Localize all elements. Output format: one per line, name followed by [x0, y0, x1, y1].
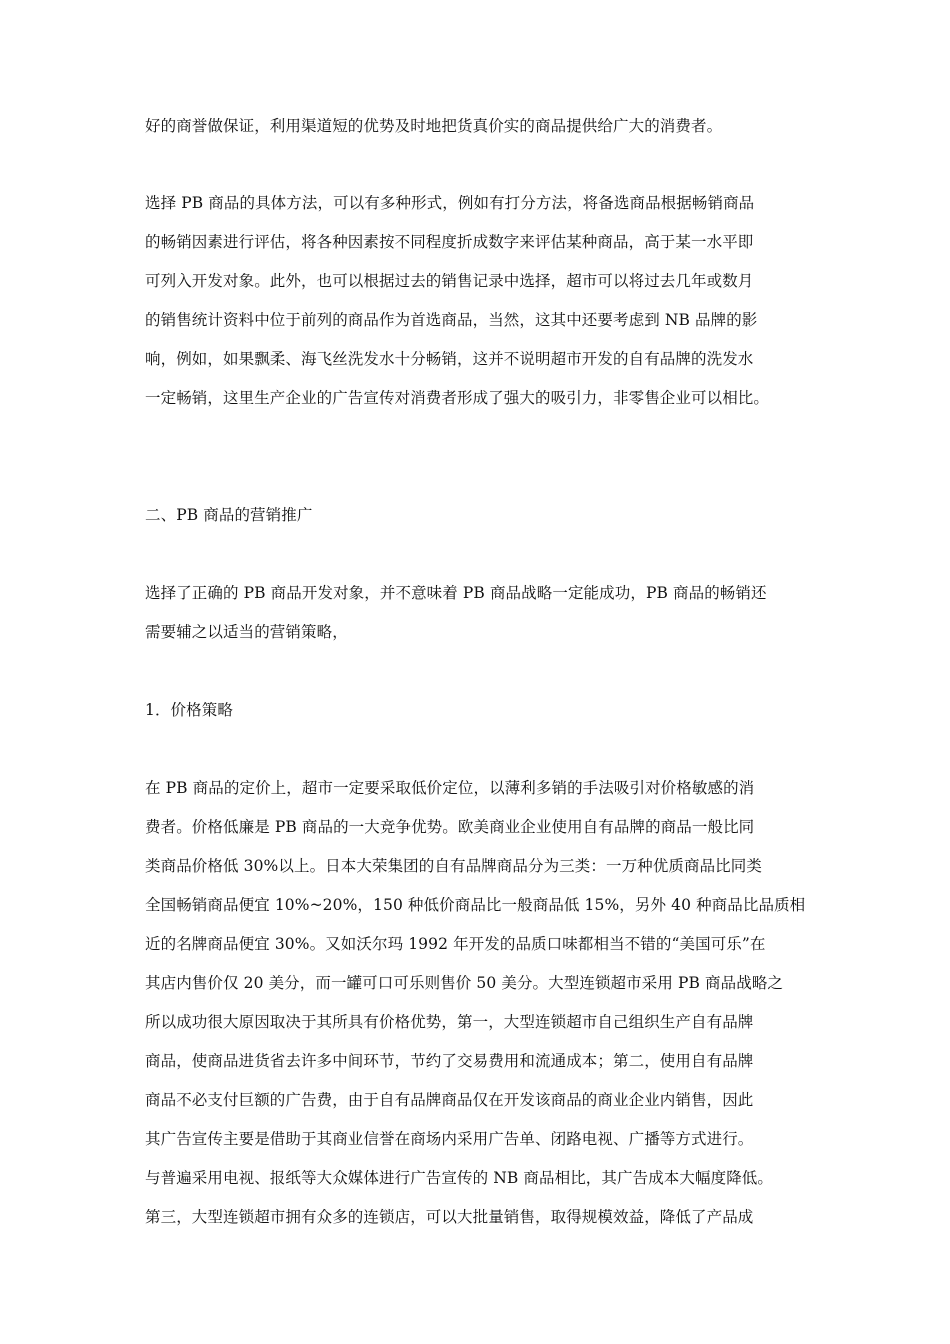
paragraph-line: 近的名牌商品便宜 30%。又如沃尔玛 1992 年开发的品质口味都相当不错的“美国可乐”在 [145, 935, 766, 953]
paragraph-line: 第三，大型连锁超市拥有众多的连锁店，可以大批量销售，取得规模效益，降低了产品成 [145, 1208, 754, 1226]
paragraph-line: 需要辅之以适当的营销策略， [145, 623, 348, 641]
paragraph-line: 的畅销因素进行评估，将各种因素按不同程度折成数字来评估某种商品，高于某一水平即 [145, 233, 754, 251]
paragraph-line: 与普遍采用电视、报纸等大众媒体进行广告宣传的 NB 商品相比，其广告成本大幅度降低。 [145, 1169, 774, 1187]
paragraph-line: 一定畅销，这里生产企业的广告宣传对消费者形成了强大的吸引力，非零售企业可以相比。 [145, 389, 770, 407]
paragraph-line: 其店内售价仅 20 美分，而一罐可口可乐则售价 50 美分。大型连锁超市采用 PB 商品战略之 [145, 974, 784, 992]
paragraph-line: 好的商誉做保证，利用渠道短的优势及时地把货真价实的商品提供给广大的消费者。 [145, 117, 723, 135]
paragraph-line: 其广告宣传主要是借助于其商业信誉在商场内采用广告单、闭路电视、广播等方式进行。 [145, 1130, 754, 1148]
paragraph-line: 全国畅销商品便宜 10%~20%，150 种低价商品比一般商品低 15%，另外 40 种商品比品质相 [145, 896, 806, 914]
paragraph-line: 类商品价格低 30%以上。日本大荣集团的自有品牌商品分为三类：一万种优质商品比同类 [145, 857, 762, 875]
paragraph-line: 在 PB 商品的定价上，超市一定要采取低价定位，以薄利多销的手法吸引对价格敏感的消 [145, 779, 755, 797]
paragraph-line: 商品，使商品进货省去许多中间环节，节约了交易费用和流通成本；第二，使用自有品牌 [145, 1052, 754, 1070]
subsection-heading: 1．价格策略 [145, 701, 233, 719]
section-heading: 二、PB 商品的营销推广 [145, 506, 313, 524]
paragraph-line: 响，例如，如果飘柔、海飞丝洗发水十分畅销，这并不说明超市开发的自有品牌的洗发水 [145, 350, 754, 368]
paragraph-line: 所以成功很大原因取决于其所具有价格优势，第一，大型连锁超市自己组织生产自有品牌 [145, 1013, 754, 1031]
paragraph-line: 可列入开发对象。此外，也可以根据过去的销售记录中选择，超市可以将过去几年或数月 [145, 272, 754, 290]
paragraph-line: 选择 PB 商品的具体方法，可以有多种形式，例如有打分方法，将备选商品根据畅销商品 [145, 194, 755, 212]
paragraph-line: 商品不必支付巨额的广告费，由于自有品牌商品仅在开发该商品的商业企业内销售，因此 [145, 1091, 754, 1109]
paragraph-line: 费者。价格低廉是 PB 商品的一大竞争优势。欧美商业企业使用自有品牌的商品一般比同 [145, 818, 755, 836]
paragraph-line: 选择了正确的 PB 商品开发对象，并不意味着 PB 商品战略一定能成功，PB 商品的畅销还 [145, 584, 767, 602]
paragraph-line: 的销售统计资料中位于前列的商品作为首选商品，当然，这其中还要考虑到 NB 品牌的影 [145, 311, 758, 329]
